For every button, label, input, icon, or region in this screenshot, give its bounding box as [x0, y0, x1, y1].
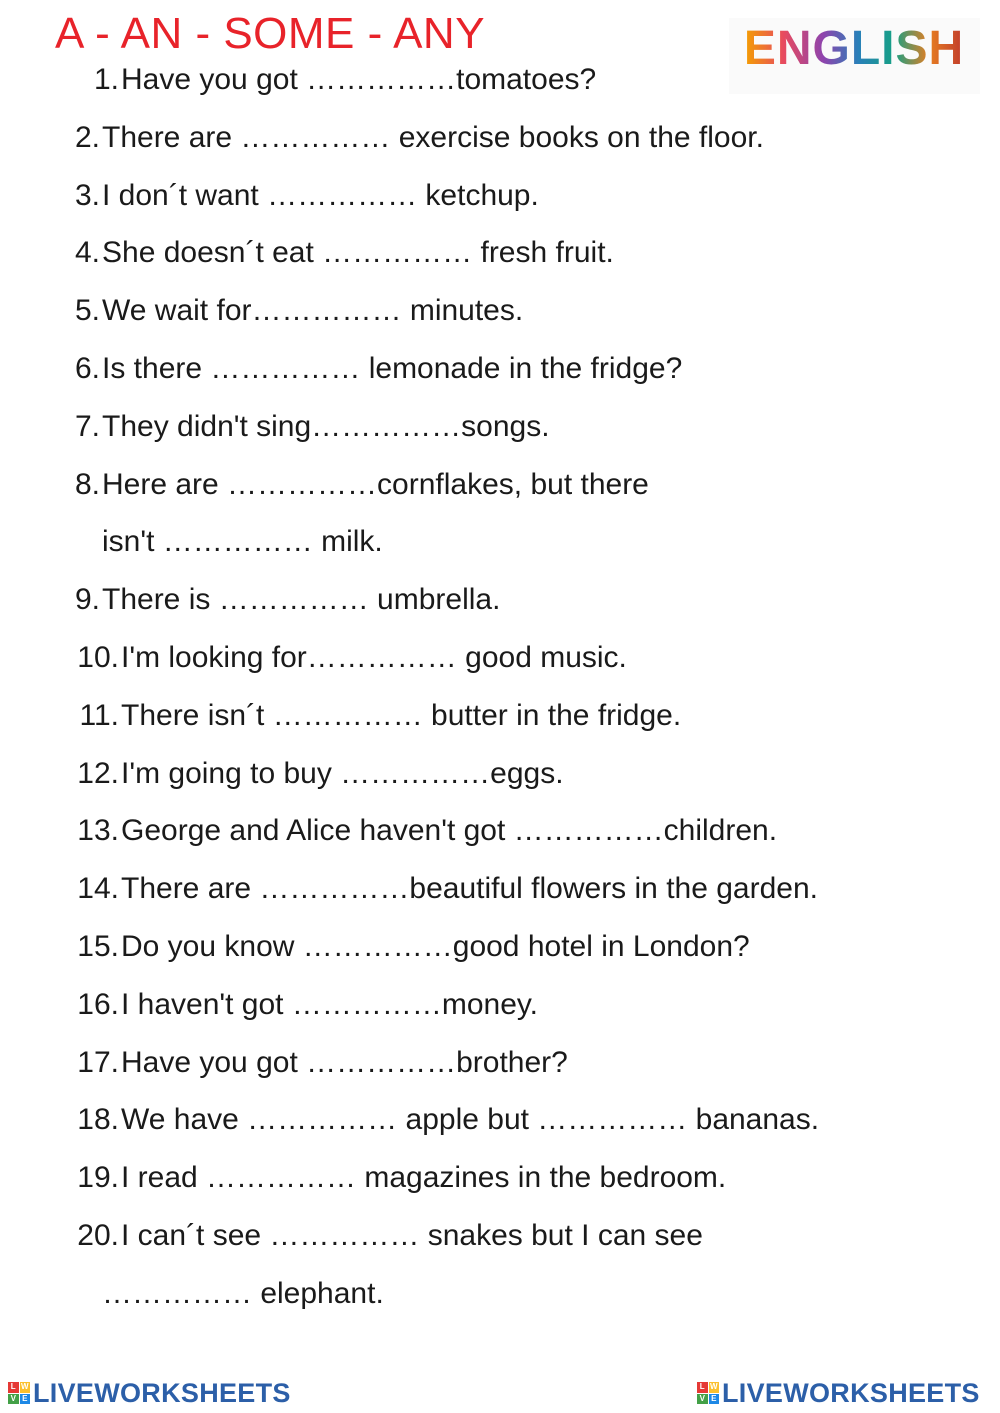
logo-square: L	[697, 1382, 708, 1393]
question-text: Here are ……………cornflakes, but there	[102, 468, 649, 501]
question-item	[77, 640, 627, 676]
question-text: I read …………… magazines in the bedroom.	[121, 1161, 727, 1194]
logo-square: W	[709, 1382, 718, 1391]
question-number: 6.	[74, 352, 100, 385]
question-text: She doesn´t eat …………… fresh fruit.	[102, 236, 614, 269]
question-item	[77, 1102, 820, 1138]
english-logo-graphic	[729, 18, 980, 94]
logo-square: V	[697, 1394, 708, 1405]
question-text: I'm going to buy ……………eggs.	[121, 757, 564, 790]
question-text: We wait for…………… minutes.	[102, 294, 524, 327]
footer-logo-left	[8, 1378, 291, 1408]
question-text: I don´t want …………… ketchup.	[102, 179, 539, 212]
question-number: 5.	[74, 294, 100, 327]
logo-square: E	[709, 1394, 720, 1405]
question-number: 8.	[74, 468, 100, 501]
question-text: I haven't got ……………money.	[121, 988, 538, 1021]
footer-logo-left-text: LIVEWORKSHEETS	[33, 1377, 291, 1408]
logo-square: L	[8, 1382, 19, 1393]
liveworksheets-logo-icon	[697, 1382, 719, 1404]
question-text: Do you know ……………good hotel in London?	[121, 930, 750, 963]
question-text: They didn't sing……………songs.	[102, 410, 550, 443]
question-item	[77, 987, 538, 1023]
english-logo	[729, 18, 980, 94]
english-logo-text: ENGLISH	[743, 22, 965, 75]
question-number: 15.	[77, 930, 119, 963]
question-text: Have you got ……………brother?	[121, 1046, 568, 1079]
question-text: There isn´t …………… butter in the fridge.	[121, 699, 682, 732]
question-item	[77, 929, 750, 965]
question-item	[77, 1160, 727, 1196]
footer-logo-right-text: LIVEWORKSHEETS	[722, 1377, 980, 1408]
question-text: There are ……………beautiful flowers in the garden.	[121, 872, 818, 905]
question-number: 19.	[77, 1161, 119, 1194]
question-number: 18.	[77, 1103, 119, 1136]
question-continuation: …………… elephant.	[102, 1277, 384, 1310]
question-text: George and Alice haven't got ……………children.	[121, 814, 778, 847]
question-number: 2.	[74, 121, 100, 154]
question-item	[79, 698, 682, 734]
question-item	[74, 178, 539, 214]
question-item	[74, 351, 683, 387]
question-number: 11.	[79, 699, 119, 732]
question-number: 20.	[77, 1219, 119, 1252]
question-number: 14.	[77, 872, 119, 905]
question-text: There is …………… umbrella.	[102, 583, 501, 616]
question-item	[74, 467, 649, 503]
question-number: 17.	[77, 1046, 119, 1079]
question-item	[74, 235, 614, 271]
question-number: 12.	[77, 757, 119, 790]
question-item	[74, 120, 764, 156]
question-number: 9.	[74, 583, 100, 616]
question-number: 13.	[77, 814, 119, 847]
liveworksheets-logo-icon	[8, 1382, 30, 1404]
question-number: 16.	[77, 988, 119, 1021]
question-text: I can´t see …………… snakes but I can see	[121, 1219, 703, 1252]
question-number: 4.	[74, 236, 100, 269]
question-item	[77, 756, 564, 792]
question-text: Have you got ……………tomatoes?	[121, 63, 597, 96]
question-continuation: isn't …………… milk.	[102, 525, 383, 558]
question-text: Is there …………… lemonade in the fridge?	[102, 352, 683, 385]
question-text: I'm looking for…………… good music.	[121, 641, 627, 674]
worksheet-title: A - AN - SOME - ANY	[55, 9, 486, 58]
question-text: There are …………… exercise books on the floor.	[102, 121, 764, 154]
question-number: 1.	[93, 63, 119, 96]
question-item	[74, 409, 550, 445]
logo-square: W	[20, 1382, 29, 1391]
question-item	[93, 62, 597, 98]
question-number: 10.	[77, 641, 119, 674]
question-number: 7.	[74, 410, 100, 443]
question-item	[74, 582, 501, 618]
question-text: We have …………… apple but …………… bananas.	[121, 1103, 820, 1136]
footer-logo-right	[697, 1378, 980, 1408]
logo-square: V	[8, 1394, 19, 1405]
question-item	[77, 1045, 568, 1081]
question-item	[77, 871, 818, 907]
logo-square: E	[20, 1394, 31, 1405]
question-item	[77, 813, 778, 849]
question-item	[77, 1218, 703, 1254]
question-number: 3.	[74, 179, 100, 212]
question-item	[74, 293, 524, 329]
